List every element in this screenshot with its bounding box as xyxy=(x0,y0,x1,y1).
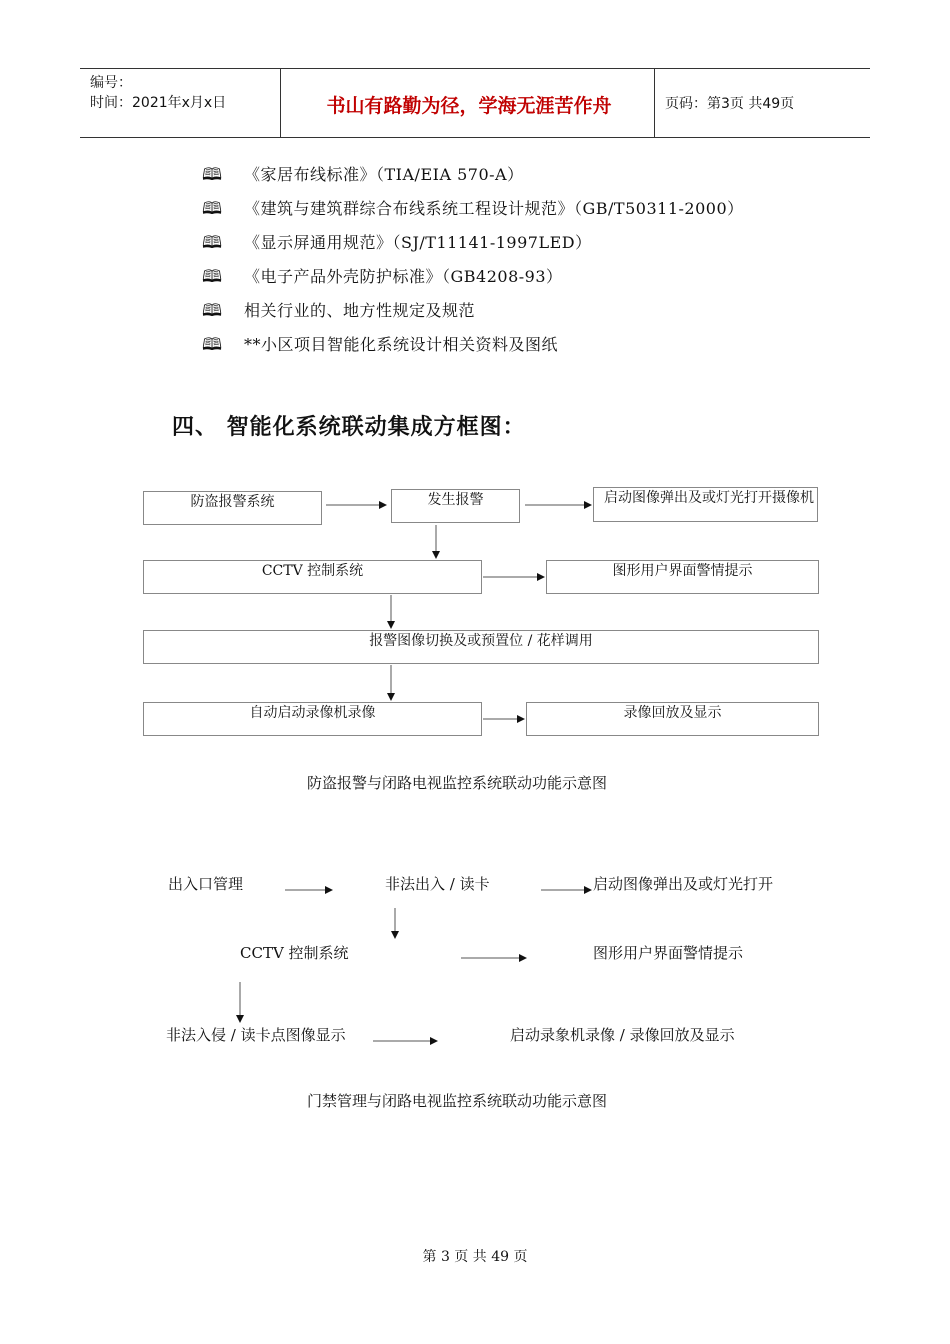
page-header xyxy=(80,68,870,138)
page-footer: 第 3 页 共 49 页 xyxy=(422,1249,528,1265)
doc-number-label: 编号： xyxy=(90,75,132,91)
reference-text: 《建筑与建筑群综合布线系统工程设计规范》（GB/T50311-2000） xyxy=(244,199,744,218)
node-cctv-2: CCTV 控制系统 xyxy=(240,944,349,962)
reference-item xyxy=(200,328,820,362)
reference-text: 《家居布线标准》（TIA/EIA 570-A） xyxy=(244,165,524,184)
doc-time-label: 时间：2021年x月x日 xyxy=(90,95,227,111)
node-intrusion-display: 非法入侵 / 读卡点图像显示 xyxy=(166,1026,346,1044)
node-gui-alert-2: 图形用户界面警情提示 xyxy=(593,944,744,962)
book-icon: 🕮 xyxy=(202,165,223,185)
reference-item xyxy=(200,260,820,294)
diagram1-caption: 防盗报警与闭路电视监控系统联动功能示意图 xyxy=(307,774,608,792)
book-icon: 🕮 xyxy=(202,335,223,355)
node-popup-light: 启动图像弹出及或灯光打开摄像机 xyxy=(593,487,818,522)
section-title: 四、 智能化系统联动集成方框图： xyxy=(172,415,526,440)
node-access-mgmt: 出入口管理 xyxy=(168,875,244,893)
reference-text: 《电子产品外壳防护标准》（GB4208-93） xyxy=(244,267,563,286)
node-illegal-entry: 非法出入 / 读卡 xyxy=(385,875,490,893)
header-motto: 书山有路勤为径，学海无涯苦作舟 xyxy=(326,95,612,117)
reference-item xyxy=(200,294,820,328)
reference-item xyxy=(200,226,820,260)
node-switch-preset: 报警图像切换及或预置位 / 花样调用 xyxy=(143,630,819,664)
reference-text: 相关行业的、地方性规定及规范 xyxy=(244,301,476,320)
node-playback: 录像回放及显示 xyxy=(526,702,819,736)
node-popup-light-2: 启动图像弹出及或灯光打开 xyxy=(593,875,774,893)
reference-item xyxy=(200,158,820,192)
header-divider xyxy=(280,69,281,137)
header-meta xyxy=(90,73,226,113)
book-icon: 🕮 xyxy=(202,199,223,219)
node-alarm-system: 防盗报警系统 xyxy=(143,491,322,525)
node-cctv: CCTV 控制系统 xyxy=(143,560,482,594)
book-icon: 🕮 xyxy=(202,267,223,287)
header-page-number: 页码：第3页 共49页 xyxy=(665,96,795,112)
node-alarm-event: 发生报警 xyxy=(391,489,520,523)
node-gui-alert: 图形用户界面警情提示 xyxy=(546,560,819,594)
book-icon: 🕮 xyxy=(202,301,223,321)
node-record-playback: 启动录象机录像 / 录像回放及显示 xyxy=(510,1026,735,1044)
book-icon: 🕮 xyxy=(202,233,223,253)
diagram2-caption: 门禁管理与闭路电视监控系统联动功能示意图 xyxy=(307,1092,608,1110)
reference-text: 《显示屏通用规范》（SJ/T11141-1997LED） xyxy=(244,233,592,252)
reference-list xyxy=(200,158,820,362)
node-auto-record: 自动启动录像机录像 xyxy=(143,702,482,736)
reference-text: **小区项目智能化系统设计相关资料及图纸 xyxy=(244,335,559,354)
reference-item xyxy=(200,192,820,226)
